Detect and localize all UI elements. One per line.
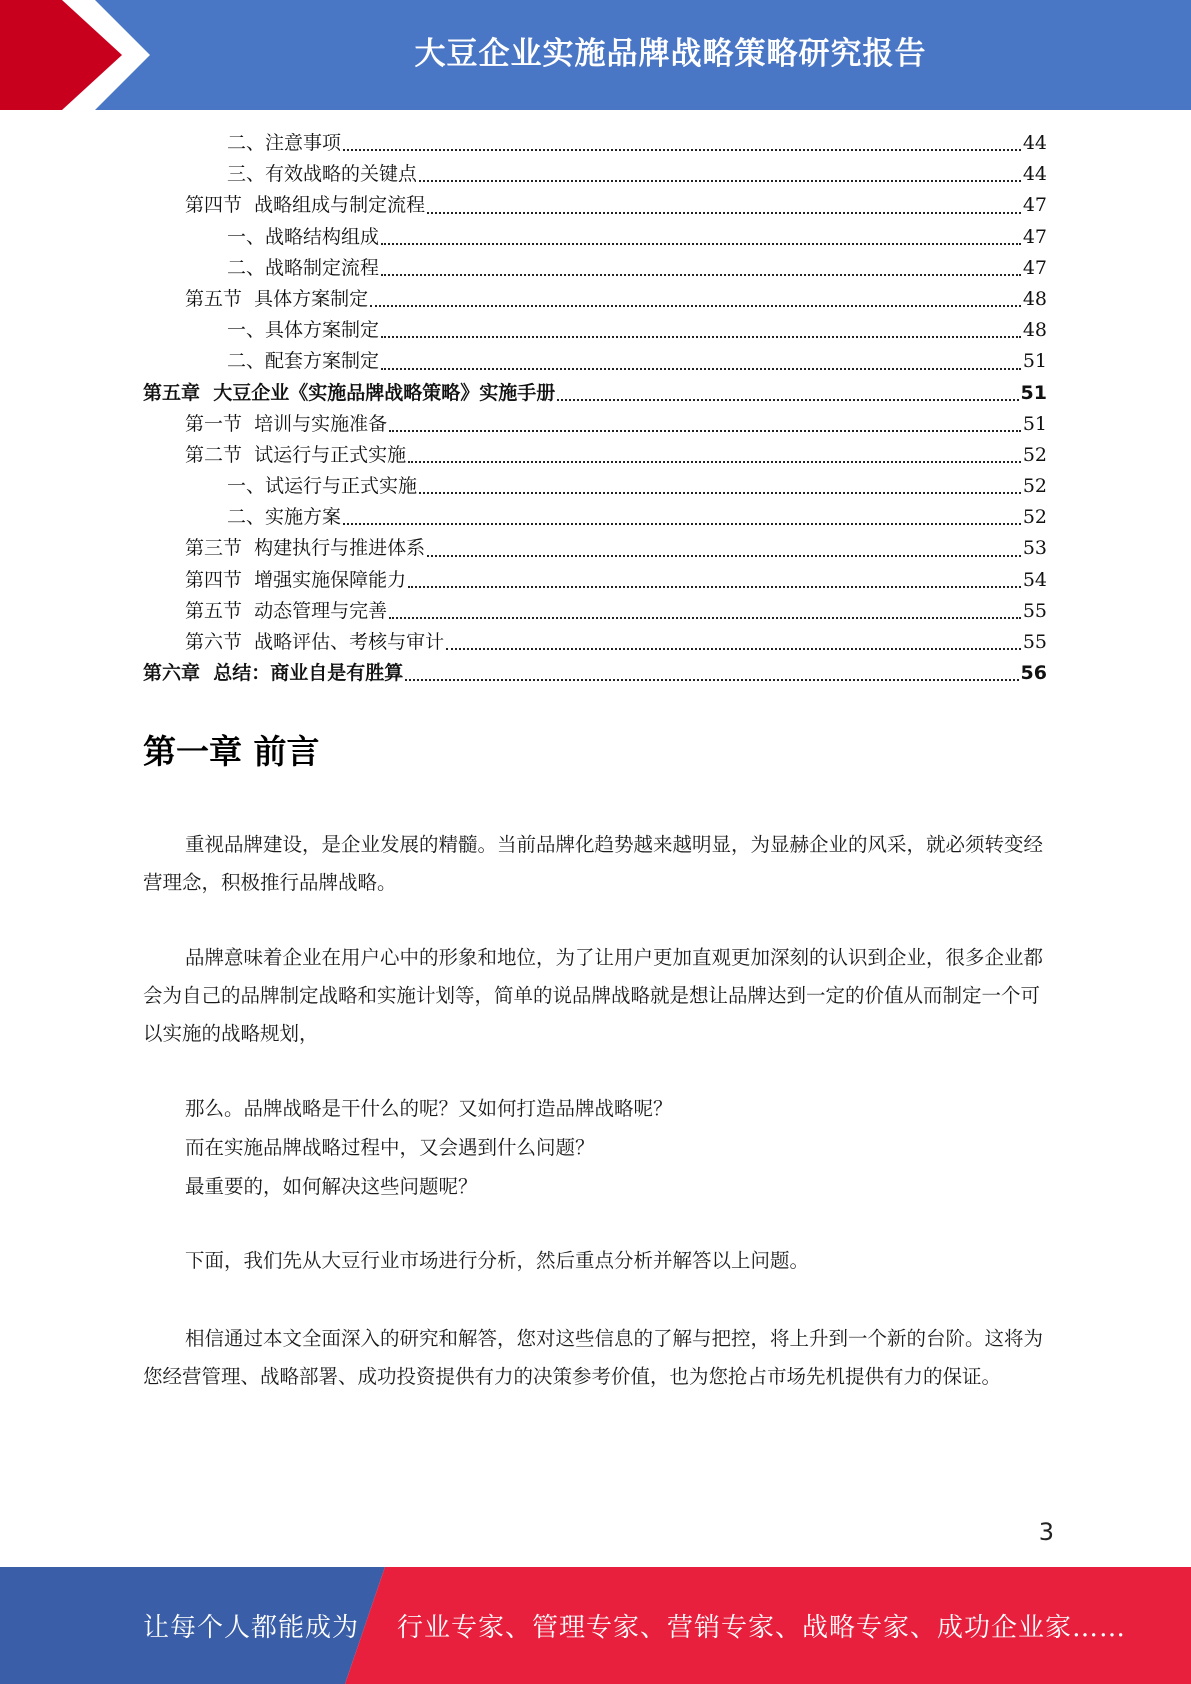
toc-entry-page: 52	[1022, 475, 1047, 498]
toc-entry-page: 54	[1022, 568, 1047, 591]
footer-slogan-right: 行业专家、管理专家、营销专家、战略专家、成功企业家……	[397, 1613, 1127, 1643]
toc-entry[interactable]	[143, 627, 1047, 658]
page-number: 3	[1038, 1518, 1054, 1546]
toc-leader-dots	[389, 616, 1021, 619]
toc-leader-dots	[557, 398, 1018, 401]
question-line-1: 那么。品牌战略是干什么的呢？又如何打造品牌战略呢？	[185, 1097, 673, 1120]
toc-leader-dots	[427, 211, 1021, 214]
intro-paragraph-1: 重视品牌建设，是企业发展的精髓。当前品牌化趋势越来越明显，为显赫企业的风采，就必须转变经营理念，积极推行品牌战略。	[143, 833, 1044, 894]
toc-entry-title: 第五节 具体方案制定	[185, 287, 369, 310]
toc-leader-dots	[419, 491, 1021, 494]
intro-paragraph-4: 相信通过本文全面深入的研究和解答，您对这些信息的了解与把控，将上升到一个新的台阶。这将为您经营管理、战略部署、成功投资提供有力的决策参考价值，也为您抢占市场先机提供有力的保证。	[143, 1327, 1044, 1388]
toc-entry-title: 第四节 增强实施保障能力	[185, 568, 407, 591]
toc-leader-dots	[419, 179, 1021, 182]
toc-entry[interactable]	[143, 440, 1047, 471]
table-of-contents	[143, 128, 1047, 689]
toc-entry-page: 55	[1022, 631, 1047, 653]
page-footer	[0, 1567, 1191, 1684]
toc-entry-title: 一、试运行与正式实施	[227, 475, 418, 498]
toc-entry-title: 第六节 战略评估、考核与审计	[185, 631, 445, 653]
intro-paragraph-2: 品牌意味着企业在用户心中的形象和地位，为了让用户更加直观更加深刻的认识到企业，很多企业都会为自己的品牌制定战略和实施计划等，简单的说品牌战略就是想让品牌达到一定的价值从而制定一个可以实施的战略规划，	[143, 946, 1044, 1045]
toc-entry-title: 三、有效战略的关键点	[227, 163, 418, 186]
toc-leader-dots	[427, 554, 1021, 557]
toc-entry-page: 44	[1022, 132, 1047, 154]
toc-entry[interactable]	[143, 253, 1047, 284]
toc-entry-page: 51	[1022, 350, 1047, 373]
toc-entry[interactable]	[143, 533, 1047, 564]
toc-entry-title: 二、实施方案	[227, 506, 342, 529]
toc-leader-dots	[381, 273, 1021, 276]
toc-leader-dots	[370, 304, 1021, 307]
toc-entry-page: 53	[1022, 537, 1047, 560]
toc-leader-dots	[381, 367, 1021, 370]
toc-entry-title: 二、战略制定流程	[227, 256, 380, 279]
intro-paragraph-3: 下面，我们先从大豆行业市场进行分析，然后重点分析并解答以上问题。	[185, 1249, 810, 1272]
toc-entry[interactable]	[143, 222, 1047, 253]
toc-entry-title: 第三节 构建执行与推进体系	[185, 537, 426, 560]
toc-leader-dots	[405, 678, 1018, 681]
toc-entry[interactable]	[143, 378, 1047, 409]
toc-entry-title: 第二节 试运行与正式实施	[185, 443, 407, 466]
toc-entry-page: 55	[1022, 599, 1047, 622]
question-line-2: 而在实施品牌战略过程中，又会遇到什么问题？	[185, 1136, 595, 1159]
header-title: 大豆企业实施品牌战略策略研究报告	[414, 35, 927, 72]
header-arrow-decoration	[0, 0, 160, 110]
toc-entry-page: 47	[1022, 225, 1047, 248]
toc-entry-page: 47	[1022, 256, 1047, 279]
toc-entry-title: 第五节 动态管理与完善	[185, 599, 388, 622]
toc-leader-dots	[389, 429, 1021, 432]
toc-entry-page: 47	[1022, 194, 1047, 217]
toc-entry-page: 52	[1022, 506, 1047, 529]
toc-leader-dots	[408, 460, 1021, 463]
toc-entry-title: 第五章 大豆企业《实施品牌战略策略》实施手册	[143, 381, 556, 404]
toc-leader-dots	[343, 148, 1021, 151]
chapter-heading: 第一章 前言	[143, 732, 320, 771]
toc-entry[interactable]	[143, 409, 1047, 440]
toc-entry-page: 51	[1022, 412, 1047, 435]
toc-entry-page: 56	[1020, 662, 1047, 685]
toc-entry[interactable]	[143, 596, 1047, 627]
toc-entry-page: 44	[1022, 163, 1047, 186]
toc-leader-dots	[446, 647, 1021, 650]
toc-entry-page: 48	[1022, 287, 1047, 310]
toc-entry[interactable]	[143, 658, 1047, 689]
footer-slogan-left: 让每个人都能成为	[143, 1613, 360, 1643]
toc-entry[interactable]	[143, 159, 1047, 190]
toc-leader-dots	[381, 242, 1021, 245]
toc-entry-page: 48	[1022, 319, 1047, 342]
toc-entry[interactable]	[143, 315, 1047, 346]
toc-entry[interactable]	[143, 502, 1047, 533]
toc-entry[interactable]	[143, 471, 1047, 502]
toc-entry-title: 第六章 总结：商业自是有胜算	[143, 662, 404, 685]
toc-leader-dots	[408, 585, 1021, 588]
toc-entry[interactable]	[143, 128, 1047, 159]
toc-leader-dots	[381, 335, 1021, 338]
toc-entry-title: 二、配套方案制定	[227, 350, 380, 373]
toc-entry[interactable]	[143, 346, 1047, 377]
toc-entry-page: 51	[1020, 381, 1047, 404]
toc-entry-title: 第一节 培训与实施准备	[185, 412, 388, 435]
toc-entry-title: 一、具体方案制定	[227, 319, 380, 342]
toc-entry-title: 第四节 战略组成与制定流程	[185, 194, 426, 217]
toc-entry-page: 52	[1022, 443, 1047, 466]
page-header	[0, 0, 1191, 110]
question-line-3: 最重要的，如何解决这些问题呢？	[185, 1175, 478, 1198]
toc-entry[interactable]	[143, 284, 1047, 315]
toc-entry-title: 二、注意事项	[227, 132, 342, 154]
toc-entry[interactable]	[143, 190, 1047, 221]
toc-entry-title: 一、战略结构组成	[227, 225, 380, 248]
toc-entry[interactable]	[143, 565, 1047, 596]
toc-leader-dots	[343, 522, 1021, 525]
